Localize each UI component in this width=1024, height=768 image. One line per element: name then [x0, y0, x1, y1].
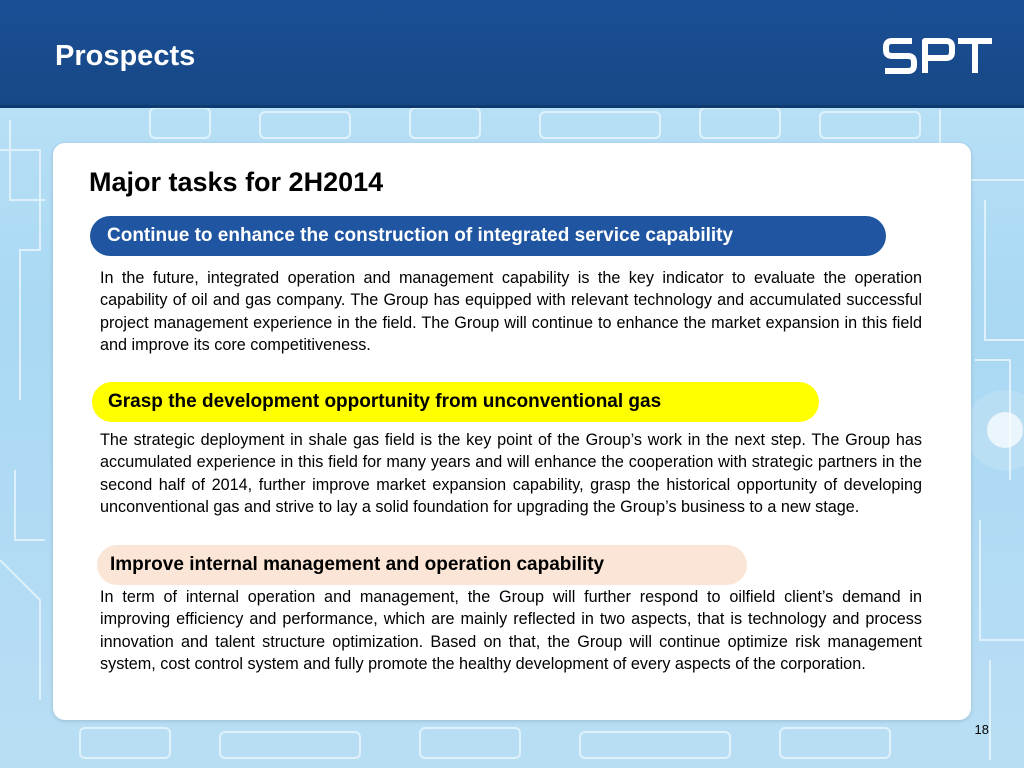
task-heading-label: Grasp the development opportunity from unconventional gas: [108, 391, 662, 412]
section-title: Major tasks for 2H2014: [89, 167, 384, 197]
task-heading-integrated-service: [90, 216, 886, 256]
content-card: [53, 143, 971, 720]
task-heading-label: Improve internal management and operation capability: [110, 554, 605, 575]
spt-logo: [882, 36, 994, 76]
task-heading-internal-management: [97, 545, 747, 585]
task-description-integrated-service: In the future, integrated operation and management capability is the key indicator to evaluate the operation capability of oil and gas company. The Group has equipped with relevant technology and accumulated successful project management experience in the field. The Group will continue to enhance the market expansion in this field and improve its core competitiveness.: [100, 269, 922, 355]
task-heading-label: Continue to enhance the construction of integrated service capability: [107, 225, 734, 246]
task-description-internal-management: In term of internal operation and management, the Group will further respond to oilfield client’s demand in improving efficiency and performance, which are mainly reflected in two aspects, that is technology and process innovation and talent structure optimization. Based on that, the Group will continue optimize risk management system, cost control system and fully promote the healthy development of every aspects of the corporation.: [100, 588, 922, 674]
page-number: 18: [974, 722, 989, 737]
header-bar: [0, 0, 1024, 108]
task-description-unconventional-gas: The strategic deployment in shale gas field is the key point of the Group’s work in the next step. The Group has accumulated experience in this field for many years and will enhance the cooperation with strategic partners in the second half of 2014, further improve market expansion capability, grasp the historical opportunity of developing unconventional gas and strive to lay a solid foundation for upgrading the Group’s business to a new stage.: [100, 431, 922, 517]
task-heading-unconventional-gas: [92, 382, 819, 422]
slide-title: Prospects: [55, 40, 196, 72]
